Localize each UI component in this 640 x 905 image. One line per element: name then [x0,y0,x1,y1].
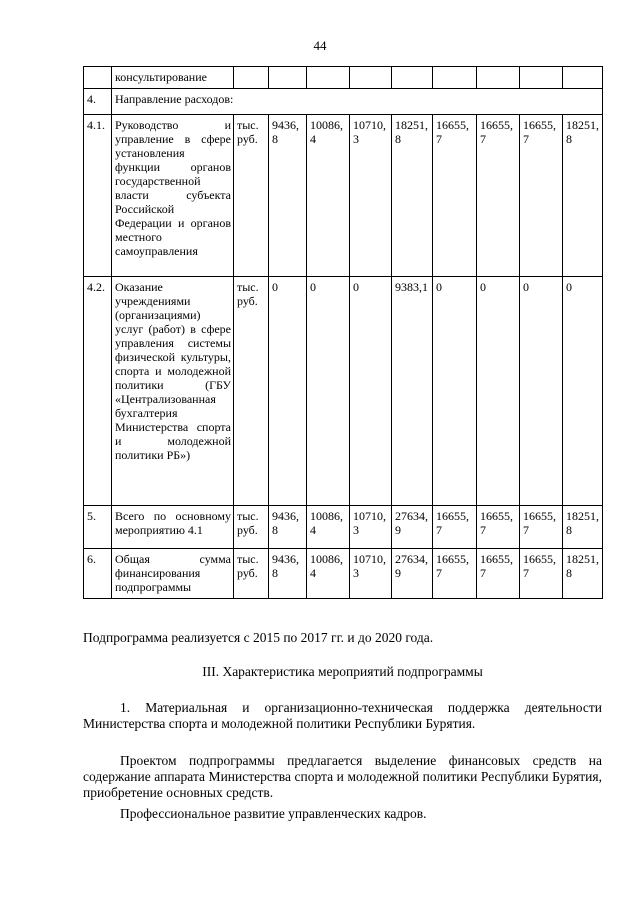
row-number [84,67,112,89]
value-cell: 16655,7 [433,506,477,549]
value-cell [563,67,603,89]
value-cell: 16655,7 [477,506,520,549]
value-cell [477,67,520,89]
value-cell: 18251,8 [563,506,603,549]
value-cell: 18251,8 [563,115,603,277]
value-cell: 18251,8 [563,549,603,599]
value-cell: 16655,7 [433,115,477,277]
item-1-text: 1. Материальная и организационно-техническая поддержка деятельности Министерства спорта и молодежной политики Республики Бурятия. [83,700,602,731]
row-description: консультирование [112,67,234,89]
value-cell: 9383,1 [392,277,433,506]
period-text: Подпрограмма реализуется с 2015 по 2017 гг. и до 2020 года. [83,630,434,645]
value-cell [433,67,477,89]
value-cell: 10086,4 [307,506,350,549]
project-text: Проектом подпрограммы предлагается выделение финансовых средств на содержание аппарата Министерства спорта и молодежной политики Республики Бурятия, приобретение основных средств. [83,753,602,800]
value-cell [269,67,307,89]
value-cell: 9436,8 [269,115,307,277]
value-cell: 18251,8 [392,115,433,277]
value-cell: 0 [520,277,563,506]
table-row [84,89,603,115]
value-cell: 0 [350,277,392,506]
value-cell: 16655,7 [520,506,563,549]
row-unit: тыс. руб. [234,506,269,549]
page-number: 44 [313,38,327,53]
table-row [84,67,603,89]
value-cell [392,67,433,89]
row-number: 4. [84,89,112,115]
row-number: 5. [84,506,112,549]
row-number: 4.1. [84,115,112,277]
value-cell [350,67,392,89]
value-cell: 10710,3 [350,549,392,599]
table-row [84,506,603,549]
value-cell: 16655,7 [433,549,477,599]
row-unit [234,67,269,89]
value-cell: 10710,3 [350,115,392,277]
row-description: Руководство и управление в сфере установления функции органов государственной власти субъекта Российской Федерации и органов местного самоуправления [112,115,234,277]
row-unit: тыс. руб. [234,277,269,506]
value-cell: 10710,3 [350,506,392,549]
row-number: 6. [84,549,112,599]
training-text: Профессиональное развитие управленческих кадров. [120,806,427,821]
value-cell: 27634,9 [392,549,433,599]
value-cell: 10086,4 [307,549,350,599]
value-cell: 16655,7 [520,115,563,277]
table-row [84,277,603,506]
row-description: Направление расходов: [112,89,603,115]
row-unit: тыс. руб. [234,549,269,599]
value-cell: 0 [433,277,477,506]
value-cell: 27634,9 [392,506,433,549]
row-description: Общая сумма финансирования подпрограммы [112,549,234,599]
section-heading: III. Характеристика мероприятий подпрограммы [202,664,483,679]
value-cell: 0 [307,277,350,506]
row-description: Всего по основному мероприятию 4.1 [112,506,234,549]
value-cell [520,67,563,89]
row-description: Оказание учреждениями (организациями) услуг (работ) в сфере управления системы физической культуры, спорта и молодежной политики (ГБУ «Централизованная бухгалтерия Министерства спорта и молодежной политики РБ») [112,277,234,506]
value-cell [307,67,350,89]
value-cell: 9436,8 [269,549,307,599]
value-cell: 16655,7 [477,549,520,599]
value-cell: 0 [563,277,603,506]
value-cell: 0 [477,277,520,506]
row-number: 4.2. [84,277,112,506]
row-unit: тыс. руб. [234,115,269,277]
value-cell: 0 [269,277,307,506]
value-cell: 9436,8 [269,506,307,549]
value-cell: 16655,7 [477,115,520,277]
table-row [84,115,603,277]
table-row [84,549,603,599]
value-cell: 10086,4 [307,115,350,277]
budget-table [83,66,603,599]
value-cell: 16655,7 [520,549,563,599]
table-body [84,67,603,599]
